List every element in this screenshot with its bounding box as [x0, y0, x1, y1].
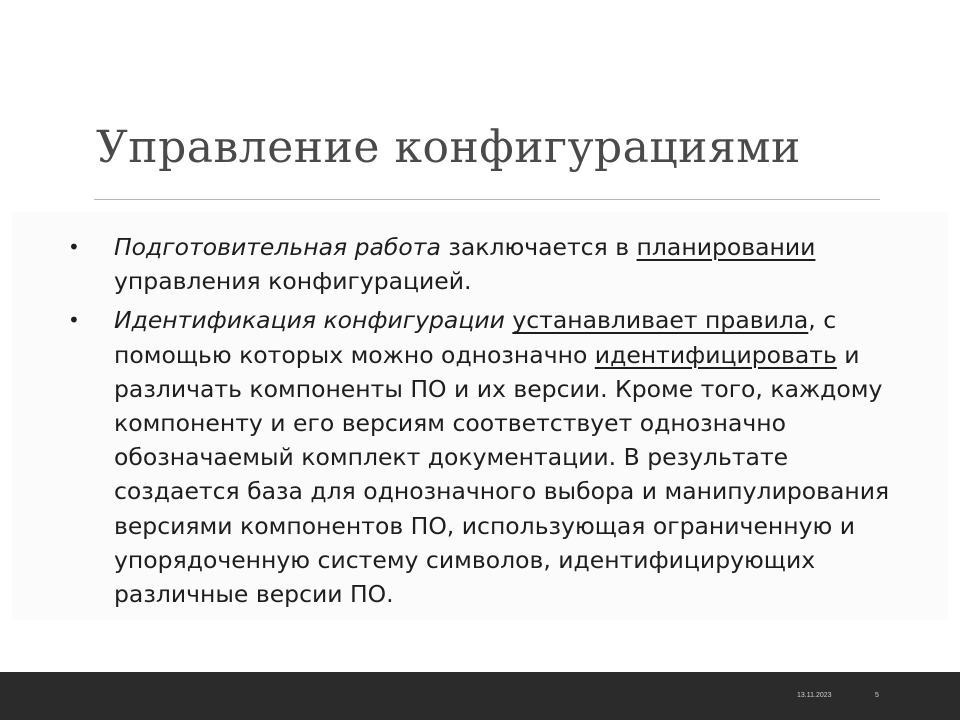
bullet-text: заключается в	[440, 233, 637, 261]
footer-page-number: 5	[875, 692, 879, 699]
bullet-underlined-term: устанавливает правила	[512, 306, 809, 335]
bullet-text: и различать компоненты ПО и их версии. Кроме того, каждому компоненту и его версиям соответствует однозначно обозначаемый комплект документации. В результате создается база для однозначного выбора и манипулирования версиями компонентов ПО, использующая ограниченную и упорядоченную систему символов, идентифицирующих различные версии ПО.	[114, 340, 890, 609]
bullet-text: , с помощью которых можно однозначно	[114, 306, 837, 369]
bullet-text: управления конфигурацией.	[114, 267, 472, 296]
bullet-term: Идентификация конфигурации	[114, 306, 505, 335]
title-divider	[94, 199, 880, 200]
footer-date: 13.11.2023	[797, 692, 832, 699]
slide-title: Управление конфигурациями	[96, 122, 801, 173]
slide-footer	[0, 672, 960, 720]
bullet-term: Подготовительная работа	[114, 233, 441, 261]
bullet-item	[68, 230, 918, 298]
bullet-dot-icon: •	[68, 235, 80, 259]
bullet-underlined-term: планировании	[636, 233, 816, 261]
bullet-item	[68, 303, 918, 611]
content-area	[12, 212, 948, 620]
bullet-underlined-term: идентифицировать	[594, 340, 837, 369]
bullet-list	[68, 230, 918, 616]
bullet-dot-icon: •	[68, 308, 80, 333]
